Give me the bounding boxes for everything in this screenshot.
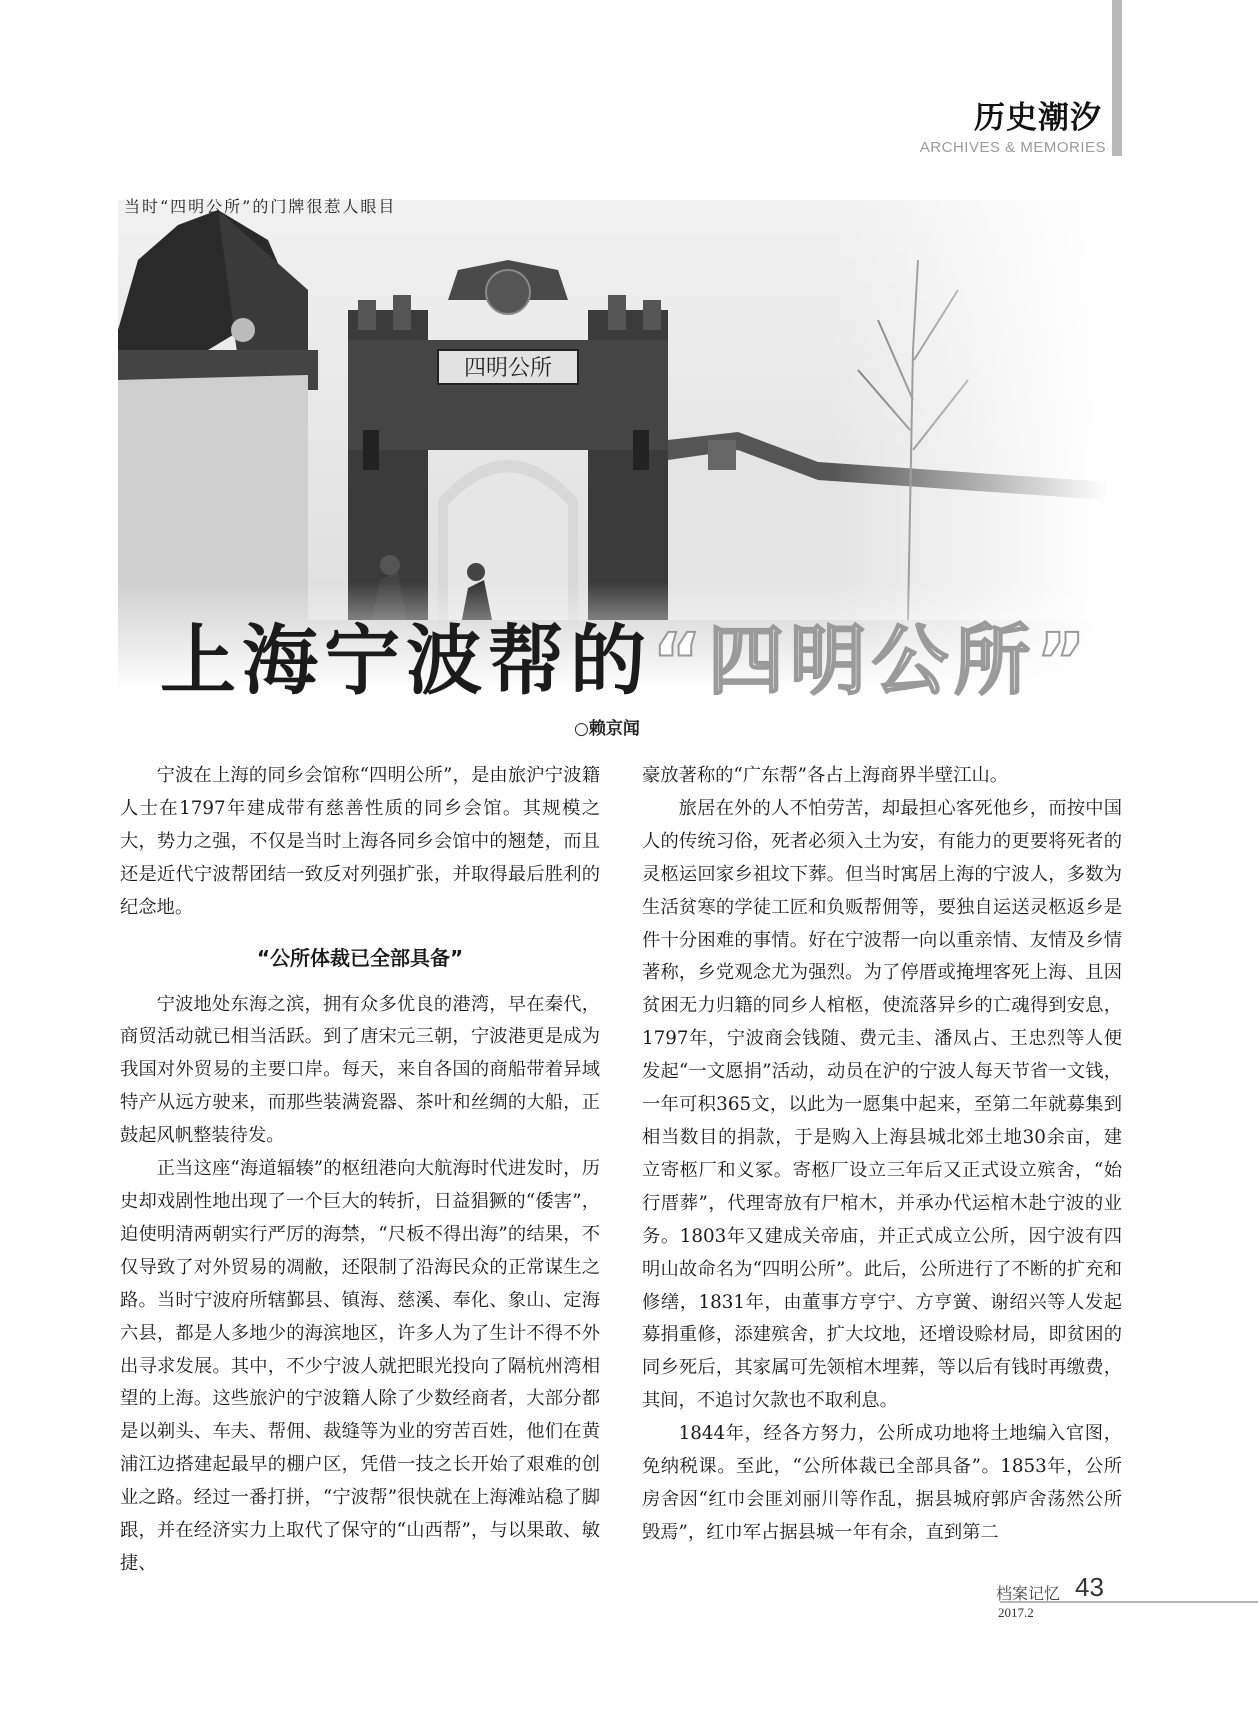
footer-magazine: 档案记忆 [996, 1584, 1061, 1603]
paragraph: 旅居在外的人不怕劳苦，却最担心客死他乡，而按中国人的传统习俗，死者必须入土为安，有能力的更要将死者的灵柩运回家乡祖坟下葬。但当时寓居上海的宁波人，多数为生活贫寒的学徒工匠和负贩帮佣等，要独自运送灵柩返乡是件十分困难的事情。好在宁波帮一向以重亲情、友情及乡情著称，乡党观念尤为强烈。为了停厝或掩埋客死上海、且因贫困无力归籍的同乡人棺柩，使流落异乡的亡魂得到安息，1797年，宁波商会钱随、费元圭、潘凤占、王忠烈等人便发起“一文愿捐”活动，动员在沪的宁波人每天节省一文钱，一年可积365文，以此为一愿集中起来，至第二年就募集到相当数目的捐款，于是购入上海县城北郊土地30余亩，建立寄柩厂和义冢。寄柩厂设立三年后又正式设立殡舍，“始行厝葬”，代理寄放有尸棺木，并承办代运棺木赴宁波的业务。1803年又建成关帝庙，并正式成立公所，因宁波有四明山故命名为“四明公所”。此后，公所进行了不断的扩充和修缮，1831年，由董事方亨宁、方亨黉、谢绍兴等人发起募捐重修，添建殡舍，扩大坟地，还增设赊材局，即贫困的同乡死后，其家属可先领棺木埋葬，等以后有钱时再缴费，其间，不追讨欠款也不取利息。 [642, 797, 1122, 1412]
section-heading: “公所体裁已全部具备” [256, 945, 464, 970]
footer-issue: 2017.2 [998, 1605, 1034, 1620]
paragraph: 宁波地处东海之滨，拥有众多优良的港湾，早在秦代，商贸活动就已相当活跃。到了唐宋元三朝，宁波港更是成为我国对外贸易的主要口岸。每天，来自各国的商船带着异域特产从远方驶来，而那些装满瓷器、茶叶和丝绸的大船，正鼓起风帆整装待发。 [120, 993, 600, 1147]
section-title: 历史潮汐 [974, 100, 1102, 136]
paragraph: 1844年，经各方努力，公所成功地将土地编入官图，免纳税课。至此，“公所体裁已全部具备”。1853年，公所房舍因“红巾会匪刘丽川等作乱，据县城府郭庐舍荡然公所毁焉”，红巾军占据县城一年有余，直到第二 [642, 1423, 1122, 1543]
article-title-dark: 上海宁波帮的 [160, 616, 652, 705]
photo-caption: 当时“四明公所”的门牌很惹人眼目 [124, 197, 397, 216]
article-author: ○赖京闻 [574, 719, 640, 739]
section-subtitle: ARCHIVES & MEMORIES [919, 139, 1106, 156]
article-title [160, 600, 1120, 705]
page-number: 43 [1075, 1572, 1104, 1602]
paragraph: 宁波在上海的同乡会馆称“四明公所”，是由旅沪宁波籍人士在1797年建成带有慈善性质的同乡会馆。其规模之大，势力之强，不仅是当时上海各同乡会馆中的翘楚，而且还是近代宁波帮团结一致反对列强扩张，并取得最后胜利的纪念地。 [120, 765, 600, 918]
paragraph: 豪放著称的“广东帮”各占上海商界半壁江山。 [642, 765, 1009, 786]
left-column [120, 760, 600, 1581]
header-accent-bar [1112, 0, 1122, 156]
right-column [642, 760, 1122, 1550]
paragraph: 正当这座“海道辐辏”的枢纽港向大航海时代进发时，历史却戏剧性地出现了一个巨大的转折，日益猖獗的“倭害”，迫使明清两朝实行严厉的海禁，“尺板不得出海”的结果，不仅导致了对外贸易的凋敝，还限制了沿海民众的正常谋生之路。当时宁波府所辖鄞县、镇海、慈溪、奉化、象山、定海六县，都是人多地少的海滨地区，许多人为了生计不得不外出寻求发展。其中，不少宁波人就把眼光投向了隔杭州湾相望的上海。这些旅沪的宁波籍人除了少数经商者，大部分都是以剃头、车夫、帮佣、裁缝等为业的穷苦百姓，他们在黄浦江边搭建起最早的棚户区，凭借一技之长开始了艰难的创业之路。经过一番打拼，“宁波帮”很快就在上海滩站稳了脚跟，并在经济实力上取代了保守的“山西帮”，与以果敢、敏捷、 [120, 1158, 600, 1574]
article-title-outline: “四明公所” [652, 616, 1092, 705]
